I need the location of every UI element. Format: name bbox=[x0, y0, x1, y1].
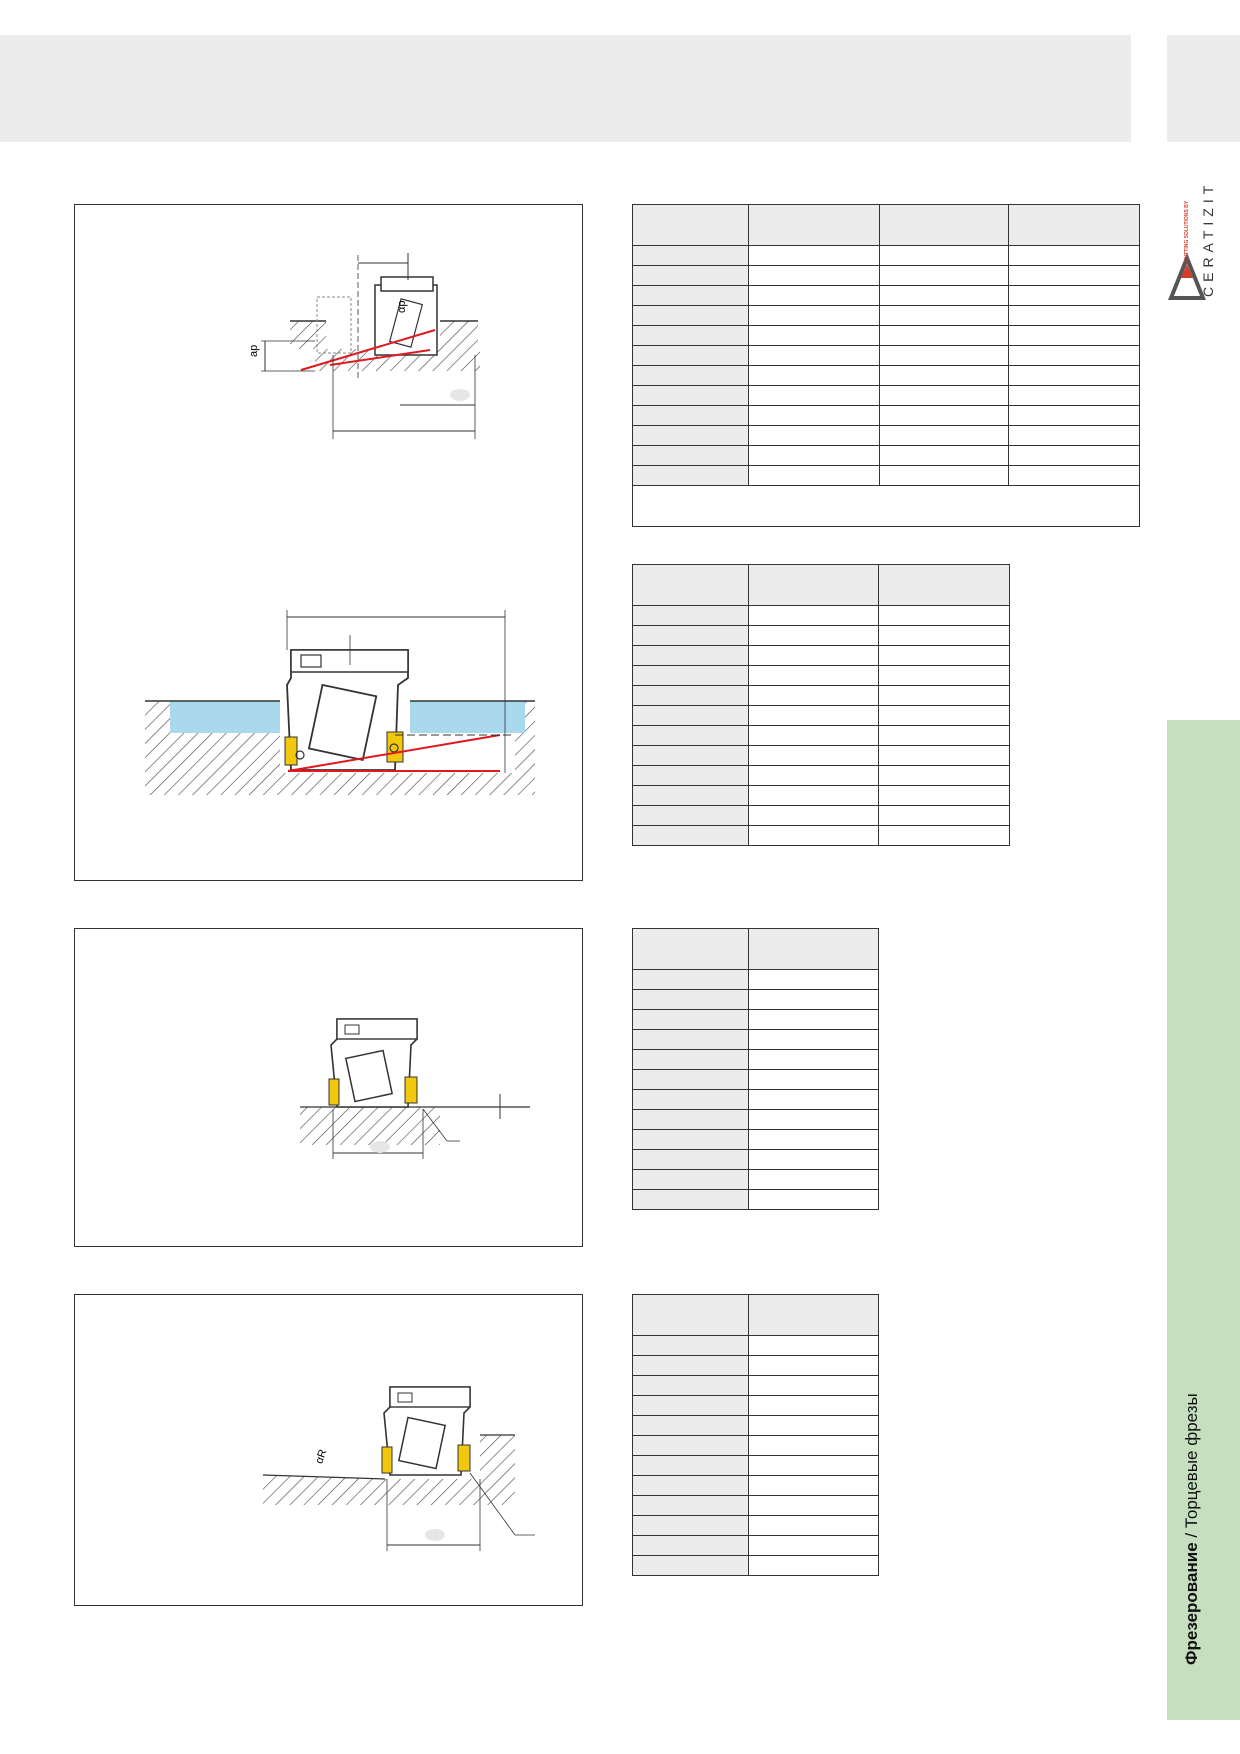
table-row bbox=[633, 446, 1140, 466]
diagram-panel-slope bbox=[74, 1294, 583, 1606]
data-table-face-milling bbox=[632, 928, 879, 1210]
side-tab-section[interactable] bbox=[1167, 720, 1240, 1720]
data-table-ramping-2 bbox=[632, 564, 1010, 846]
table-row bbox=[633, 1336, 879, 1356]
table-row bbox=[633, 1190, 879, 1210]
table-header-row bbox=[633, 929, 879, 970]
alpha-r-label: αR bbox=[313, 1447, 330, 1466]
table-header-row bbox=[633, 1295, 879, 1336]
table-row bbox=[633, 1110, 879, 1130]
slope-diagram bbox=[75, 1295, 582, 1605]
section-label-rest: / Торцевые фрезы bbox=[1182, 1393, 1201, 1543]
table-row bbox=[633, 346, 1140, 366]
table-header-row bbox=[633, 205, 1140, 246]
table-row bbox=[633, 426, 1140, 446]
table-row bbox=[633, 1456, 879, 1476]
table-row bbox=[633, 1030, 879, 1050]
table-row bbox=[633, 1130, 879, 1150]
table-row bbox=[633, 626, 1010, 646]
table-row bbox=[633, 706, 1010, 726]
face-milling-diagram bbox=[75, 929, 582, 1246]
table-row bbox=[633, 326, 1140, 346]
table-note-row bbox=[633, 486, 1140, 527]
diagram-panel-ramping bbox=[74, 204, 583, 881]
table-row bbox=[633, 306, 1140, 326]
table-row bbox=[633, 1496, 879, 1516]
table-row bbox=[633, 286, 1140, 306]
table-row bbox=[633, 466, 1140, 486]
table-row bbox=[633, 1536, 879, 1556]
ramping-diagram bbox=[75, 205, 582, 880]
table-row bbox=[633, 970, 879, 990]
table-row bbox=[633, 386, 1140, 406]
data-table-ramping-1 bbox=[632, 204, 1140, 527]
table-row bbox=[633, 826, 1010, 846]
table-row bbox=[633, 266, 1140, 286]
table-row bbox=[633, 686, 1010, 706]
table-row bbox=[633, 806, 1010, 826]
table-row bbox=[633, 1556, 879, 1576]
section-label bbox=[1182, 1393, 1202, 1665]
header-band bbox=[0, 35, 1131, 142]
table-row bbox=[633, 1436, 879, 1456]
table-row bbox=[633, 1416, 879, 1436]
table-row bbox=[633, 406, 1140, 426]
table-row bbox=[633, 1010, 879, 1030]
side-tab-top bbox=[1167, 35, 1240, 142]
data-table-slope bbox=[632, 1294, 879, 1576]
logo-brand: CERATIZIT bbox=[1200, 180, 1216, 297]
table-row bbox=[633, 1356, 879, 1376]
table-row bbox=[633, 666, 1010, 686]
table-row bbox=[633, 746, 1010, 766]
table-row bbox=[633, 1070, 879, 1090]
logo-tagline: CUTTING SOLUTIONS BY bbox=[1184, 200, 1190, 262]
table-row bbox=[633, 1170, 879, 1190]
table-row bbox=[633, 786, 1010, 806]
diagram-panel-face-milling bbox=[74, 928, 583, 1247]
table-row bbox=[633, 726, 1010, 746]
table-row bbox=[633, 1150, 879, 1170]
table-row bbox=[633, 646, 1010, 666]
table-header-row bbox=[633, 565, 1010, 606]
table-row bbox=[633, 766, 1010, 786]
table-row bbox=[633, 246, 1140, 266]
table-row bbox=[633, 1090, 879, 1110]
table-row bbox=[633, 606, 1010, 626]
alpha-p-label: αp bbox=[396, 300, 408, 313]
ap-label: ap bbox=[248, 344, 260, 357]
table-row bbox=[633, 1516, 879, 1536]
table-row bbox=[633, 1050, 879, 1070]
table-row bbox=[633, 1396, 879, 1416]
table-row bbox=[633, 1476, 879, 1496]
table-row bbox=[633, 990, 879, 1010]
section-label-bold: Фрезерование bbox=[1182, 1542, 1201, 1665]
table-row bbox=[633, 1376, 879, 1396]
table-row bbox=[633, 366, 1140, 386]
